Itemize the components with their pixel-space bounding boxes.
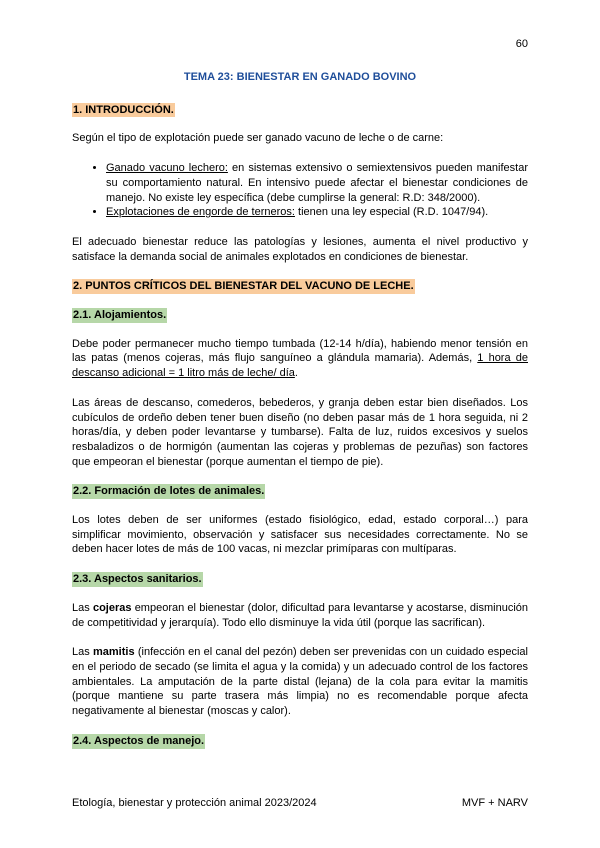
list-item: [106, 205, 528, 220]
lotes-paragraph: Los lotes deben de ser uniformes (estado fisiológico, edad, estado corporal…) para simplificar movimiento, observación y satisfacer sus necesidades correctamente. No se deben hacer lotes de más de 100 vacas, ni mezclar primíparas con multíparas.: [72, 514, 528, 556]
bullet-text: tienen una ley especial (R.D. 1047/94).: [294, 206, 489, 219]
paragraph-text: Las: [72, 646, 93, 659]
intro-paragraph: Según el tipo de explotación puede ser ganado vacuno de leche o de carne:: [72, 132, 444, 145]
bold-term-cojeras: cojeras: [92, 601, 132, 614]
paragraph-text: Las: [72, 601, 93, 614]
footer-course: Etología, bienestar y protección animal 2023/2024: [72, 797, 317, 809]
closing-paragraph: El adecuado bienestar reduce las patologías y lesiones, aumenta el nivel productivo y satisface la demanda social de animales explotados en condiciones de bienestar.: [72, 235, 528, 263]
cojeras-paragraph: [72, 601, 528, 630]
paragraph-text: Debe poder permanecer mucho tiempo tumbada (12-14 h/día), habiendo menor tensión en las patas (menos cojeras, más flujo sanguíneo a glándula mamaria). Además,: [72, 337, 528, 365]
bullet-text: en sistemas extensivo o semiextensivos pueden manifestar su comportamiento natural. En intensivo puede afectar el bienestar condiciones de manejo. No existe ley específica (debe cumplirse la general: R.D: 348/2000).: [106, 162, 528, 204]
footer-authors: MVF + NARV: [461, 797, 528, 809]
document-title: TEMA 23: BIENESTAR EN GANADO BOVINO: [183, 71, 417, 83]
section-heading-puntos-criticos: 2. PUNTOS CRÍTICOS DEL BIENESTAR DEL VACUNO DE LECHE.: [73, 280, 414, 293]
paragraph-text: (infección en el canal del pezón) deben ser prevenidas con un cuidado especial en el periodo de secado (se limita el agua y la comida) y un adecuado control de los factores ambientales. La amputación de la parte distal (lejana) de la cola para evitar la mamitis (porque mantiene su parte trasera más limpia) no es recomendable porque afecta negativamente al bienestar (moscas y calor).: [72, 646, 528, 718]
subsection-heading-sanitarios: 2.3. Aspectos sanitarios.: [73, 573, 202, 586]
subsection-heading-lotes: 2.2. Formación de lotes de animales.: [73, 485, 265, 498]
explotacion-types-list: [72, 161, 528, 220]
paragraph-end: .: [294, 367, 298, 380]
bullet-label: Explotaciones de engorde de terneros:: [106, 206, 295, 219]
bold-term-mamitis: mamitis: [93, 646, 135, 659]
subsection-heading-manejo: 2.4. Aspectos de manejo.: [73, 734, 205, 747]
section-heading-introduccion: 1. INTRODUCCIÓN.: [73, 103, 174, 116]
paragraph-text: empeoran el bienestar (dolor, dificultad para levantarse y acostarse, disminución de competitividad y jerarquía). Todo ello disminuye la vida útil (porque las sacrifican).: [72, 601, 528, 629]
alojamientos-paragraph-2: Las áreas de descanso, comederos, bebederos, y granja deben estar bien diseñados. Los cubículos de ordeño deben tener buen diseño (no deben pasar más de 1 hora seguida, ni 2 horas/día, y deben poder levantarse y tumbarse). Falta de luz, ruidos excesivos y suelos resbaladizos o de hormigón (aumentan las cojeras y problemas de pezuñas) son factores que empeoran el bienestar (porque aumentan el tiempo de pie).: [72, 396, 528, 468]
underlined-fact: 1 hora de descanso adicional = 1 litro más de leche/ día: [72, 352, 528, 380]
page-number: 60: [515, 38, 528, 50]
bullet-label: Ganado vacuno lechero:: [106, 162, 228, 175]
subsection-heading-alojamientos: 2.1. Alojamientos.: [73, 309, 167, 322]
mamitis-paragraph: [72, 645, 528, 719]
list-item: [106, 161, 528, 205]
page-content: [72, 70, 528, 763]
alojamientos-paragraph-1: [72, 337, 528, 381]
